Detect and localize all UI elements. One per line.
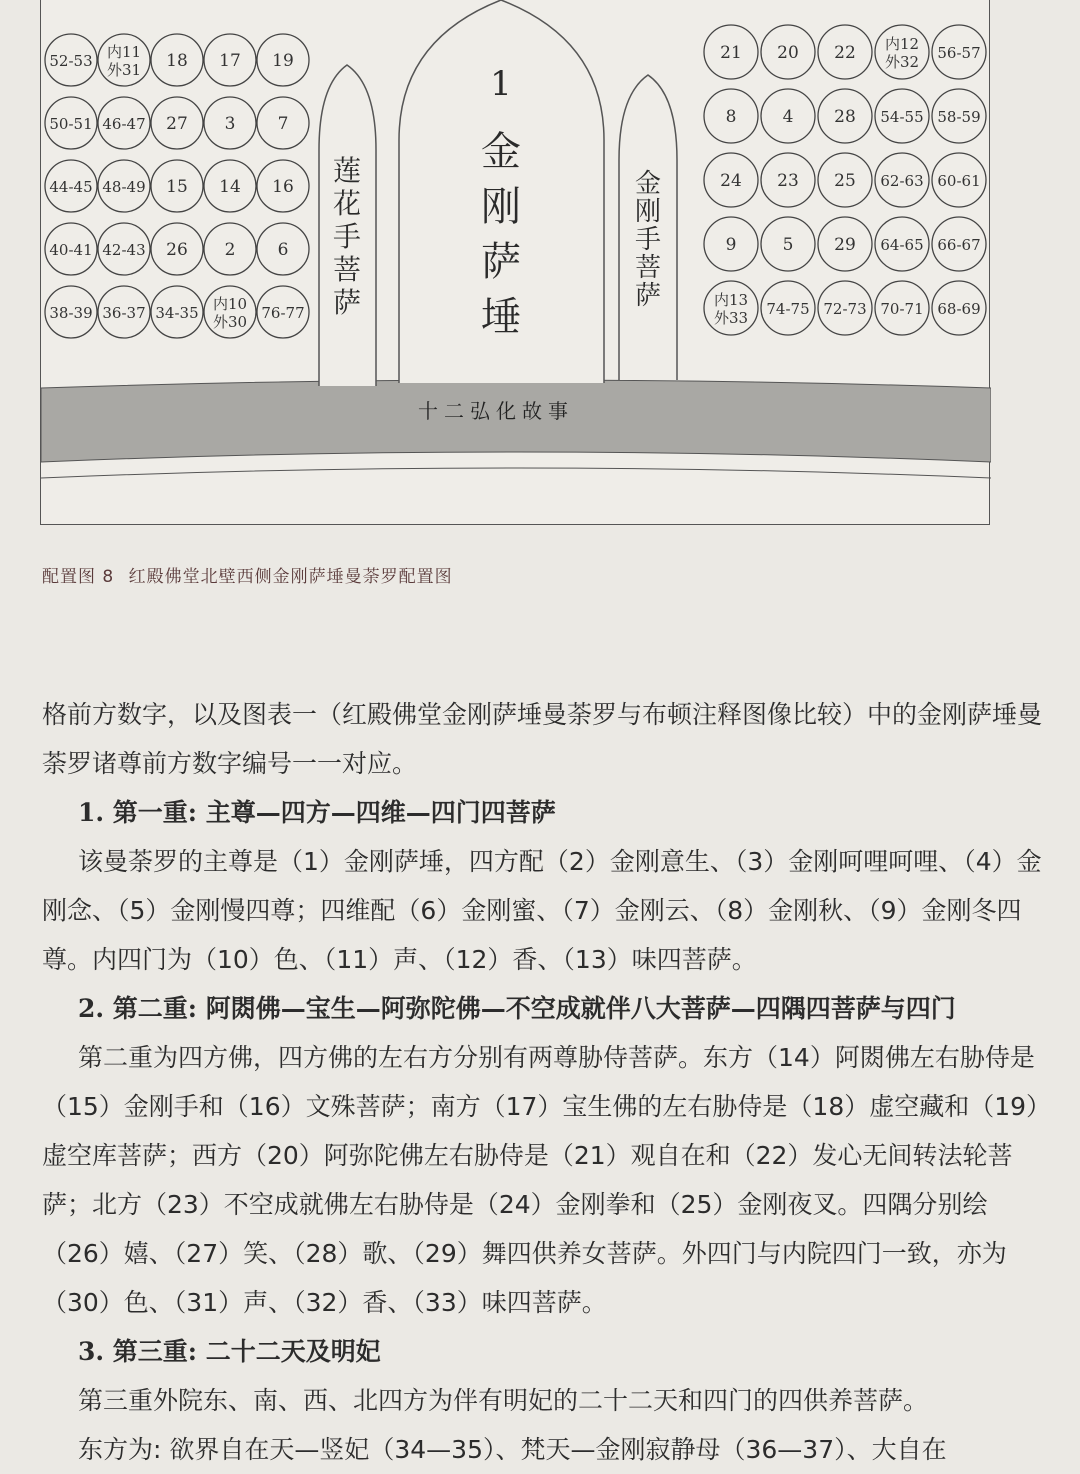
deity-number: 9	[725, 235, 737, 255]
deity-number: 内10 外30	[212, 295, 248, 331]
deity-number: 21	[720, 43, 742, 63]
deity-number: 20	[777, 43, 799, 63]
deity-number: 58-59	[937, 108, 981, 126]
deity-number: 70-71	[880, 300, 924, 318]
paragraph-second-layer: 第二重为四方佛，四方佛的左右方分别有两尊胁侍菩萨。东方（14）阿閦佛左右胁侍是（15）金刚手和（16）文殊菩萨；南方（17）宝生佛的左右胁侍是（18）虚空藏和（19）虚空库菩萨；西方（20）阿弥陀佛左右胁侍是（21）观自在和（22）发心无间转法轮菩萨；北方（23）不空成就佛左右胁侍是（24）金刚拳和（25）金刚夜叉。四隅分别绘（26）嬉、（27）笑、（28）歌、（29）舞四供养女菩萨。外四门与内院四门一致，亦为（30）色、（31）声、（32）香、（33）味四菩萨。	[42, 1043, 1052, 1317]
deity-number: 6	[277, 240, 289, 260]
deity-number: 17	[219, 51, 241, 71]
deity-number: 内11 外31	[106, 43, 142, 79]
deity-number: 68-69	[937, 300, 981, 318]
deity-number: 26	[166, 240, 188, 260]
deity-number: 46-47	[102, 115, 146, 133]
main-deity-number: 1	[490, 64, 512, 104]
deity-number: 74-75	[766, 300, 810, 318]
right-circle-grid	[704, 25, 986, 335]
deity-number: 15	[166, 177, 188, 197]
deity-number: 38-39	[49, 304, 93, 322]
section-heading-1: 1. 第一重: 主尊—四方—四维—四门四菩萨	[78, 798, 556, 827]
deity-number: 18	[166, 51, 188, 71]
deity-number: 24	[720, 171, 742, 191]
left-bodhisattva-name: 莲花手菩萨	[332, 154, 362, 319]
deity-number: 3	[224, 114, 236, 134]
mandala-svg	[41, 0, 991, 525]
deity-number: 66-67	[937, 236, 981, 254]
left-circle-grid	[45, 34, 309, 338]
deity-number: 60-61	[937, 172, 981, 190]
band-label: 十二弘化故事	[418, 399, 574, 423]
deity-number: 内13 外33	[713, 291, 749, 327]
deity-number: 内12 外32	[884, 35, 920, 71]
paragraph-first-layer: 该曼荼罗的主尊是（1）金刚萨埵，四方配（2）金刚意生、（3）金刚呵哩呵哩、（4）金刚念、（5）金刚慢四尊；四维配（6）金刚蜜、（7）金刚云、（8）金刚秋、（9）金刚冬四尊。内四门为（10）色、（11）声、（12）香、（13）味四菩萨。	[42, 847, 1042, 974]
body-text	[42, 690, 1052, 1474]
paragraph-continued: 格前方数字，以及图表一（红殿佛堂金刚萨埵曼荼罗与布顿注释图像比较）中的金刚萨埵曼荼罗诸尊前方数字编号一一对应。	[42, 700, 1043, 778]
figure-caption	[42, 562, 453, 587]
deity-number: 40-41	[49, 241, 93, 259]
paragraph-east: 东方为: 欲界自在天—竖妃（34—35）、梵天—金刚寂静母（36—37）、大自在	[78, 1435, 947, 1464]
deity-number: 34-35	[155, 304, 199, 322]
deity-number: 36-37	[102, 304, 146, 322]
deity-number: 52-53	[49, 52, 93, 70]
deity-number: 19	[272, 51, 294, 71]
figure-title: 红殿佛堂北壁西侧金刚萨埵曼荼罗配置图	[128, 567, 453, 587]
band-under-arc	[41, 468, 991, 478]
section-heading-2: 2. 第二重: 阿閦佛—宝生—阿弥陀佛—不空成就伴八大菩萨—四隅四菩萨与四门	[78, 994, 956, 1023]
deity-number: 76-77	[261, 304, 305, 322]
deity-number: 23	[777, 171, 799, 191]
deity-number: 42-43	[102, 241, 146, 259]
deity-number: 5	[782, 235, 794, 255]
section-heading-3: 3. 第三重: 二十二天及明妃	[78, 1337, 381, 1366]
deity-number: 48-49	[102, 178, 146, 196]
deity-number: 2	[224, 240, 236, 260]
deity-number: 25	[834, 171, 856, 191]
deity-number: 72-73	[823, 300, 867, 318]
right-bodhisattva-name: 金刚手菩萨	[634, 169, 662, 311]
figure-label: 配置图 8	[42, 567, 115, 587]
deity-number: 16	[272, 177, 294, 197]
deity-number: 50-51	[49, 115, 93, 133]
deity-number: 44-45	[49, 178, 93, 196]
deity-number: 54-55	[880, 108, 924, 126]
deity-number: 14	[219, 177, 241, 197]
deity-number: 8	[725, 107, 737, 127]
mandala-diagram	[40, 0, 990, 525]
deity-number: 7	[277, 114, 289, 134]
deity-number: 4	[782, 107, 794, 127]
deity-number: 29	[834, 235, 856, 255]
deity-number: 22	[834, 43, 856, 63]
deity-number: 27	[166, 114, 188, 134]
paragraph-third-layer: 第三重外院东、南、西、北四方为伴有明妃的二十二天和四门的四供养菩萨。	[78, 1386, 929, 1415]
deity-number: 28	[834, 107, 856, 127]
main-deity-name: 金刚萨埵	[481, 129, 521, 340]
deity-number: 56-57	[937, 44, 981, 62]
deity-number: 64-65	[880, 236, 924, 254]
deity-number: 62-63	[880, 172, 924, 190]
